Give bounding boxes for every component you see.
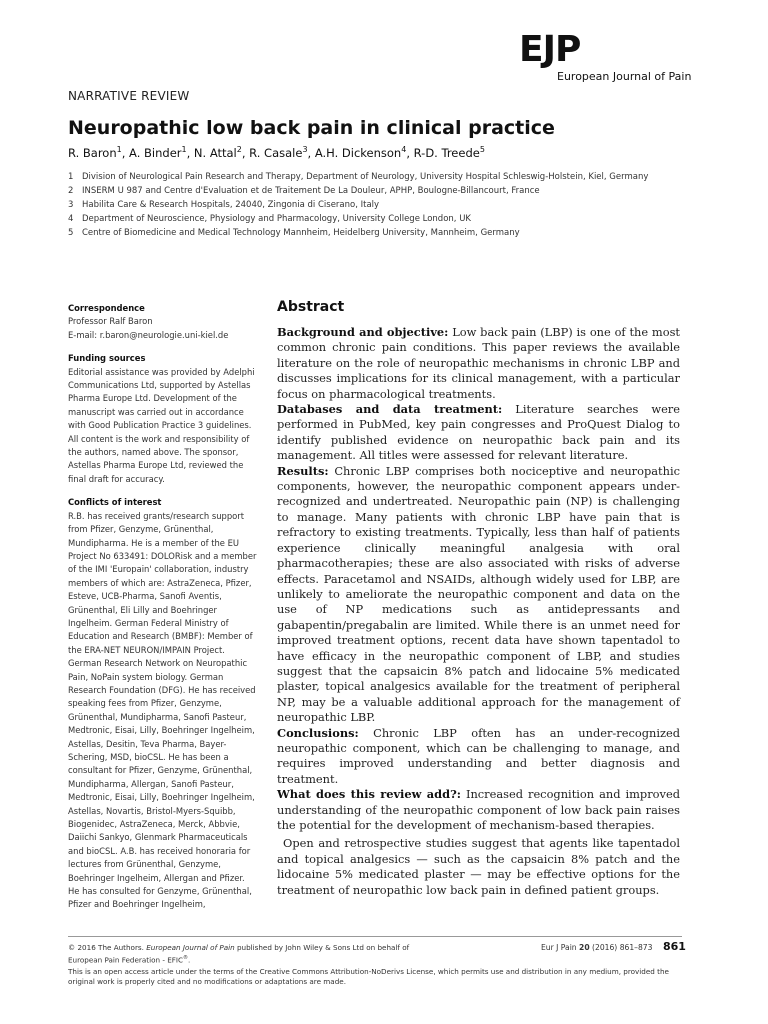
author-separator: , xyxy=(186,146,194,160)
author-affiliation-mark: 4 xyxy=(401,145,407,155)
author-name: N. Attal xyxy=(193,146,237,160)
footer-citation xyxy=(541,943,652,953)
copyright-prefix: © 2016 The Authors. xyxy=(68,943,147,952)
article-title: Neuropathic low back pain in clinical practice xyxy=(68,117,555,139)
author-separator: , xyxy=(406,146,414,160)
author-affiliation-mark: 3 xyxy=(302,145,308,155)
affiliation-text: Division of Neurological Pain Research and Therapy, Department of Neurology, University Hospital Schleswig-Holstein, Kiel, Germany xyxy=(82,172,649,182)
author-affiliation-mark: 5 xyxy=(479,145,485,155)
affiliation-text: Habilita Care & Research Hospitals, 24040, Zingonia di Ciserano, Italy xyxy=(82,200,380,210)
funding-block xyxy=(68,352,258,486)
abstract-section-text: Literature searches were performed in PubMed, key pain congresses and ProQuest Dialog to identify published evidence on neuropathic back pain and its management. All titles were assessed for relevant literature. xyxy=(277,402,680,463)
author-name: R-D. Treede xyxy=(413,146,480,160)
abstract-section-text: Low back pain (LBP) is one of the most common chronic pain conditions. This paper reviews the available literature on the role of neuropathic mechanisms in chronic LBP and discusses implications for its clinical management, with a particular focus on pharmacological treatments. xyxy=(277,325,680,401)
affiliation-number: 5 xyxy=(68,228,74,238)
abstract-section-label: Results: xyxy=(277,463,329,478)
footer-copyright xyxy=(68,943,488,965)
affiliation-text: Department of Neuroscience, Physiology and Pharmacology, University College London, UK xyxy=(82,214,471,224)
abstract-section xyxy=(277,325,680,402)
affiliation-number: 3 xyxy=(68,200,74,210)
abstract-section xyxy=(277,402,680,464)
abstract-section-text: Chronic LBP often has an under-recognized neuropathic component, which can be challenging to manage, and requires improved understanding and better diagnosis and treatment. xyxy=(277,725,680,786)
author-name: R. Baron xyxy=(68,146,117,160)
abstract-section-label: Databases and data treatment: xyxy=(277,402,503,417)
affiliation-list xyxy=(68,170,708,240)
federation-mark: ® xyxy=(183,955,189,961)
page-number: 861 xyxy=(663,940,686,953)
affiliation-number: 2 xyxy=(68,186,74,196)
copyright-period: . xyxy=(188,955,191,965)
footer-divider xyxy=(68,936,682,937)
footer-license: This is an open access article under the terms of the Creative Commons Attribution-NoDerivs License, which permits use and distribution in any medium, provided the original work is properly cited and no modifications or adaptations are made. xyxy=(68,967,669,986)
affiliation-item xyxy=(68,198,708,212)
affiliation-text: INSERM U 987 and Centre d'Evaluation et de Traitement De La Douleur, APHP, Boulogne-Billancourt, France xyxy=(82,186,540,196)
funding-heading: Funding sources xyxy=(68,353,146,364)
author-affiliation-mark: 2 xyxy=(236,145,242,155)
citation-prefix: Eur J Pain xyxy=(541,943,580,952)
abstract-section xyxy=(277,464,680,726)
abstract-heading: Abstract xyxy=(277,299,345,315)
abstract-sections xyxy=(277,325,680,833)
author-separator: , xyxy=(241,146,250,160)
citation-suffix: (2016) 861–873 xyxy=(589,943,653,952)
affiliation-item xyxy=(68,212,708,226)
funding-text: Editorial assistance was provided by Adelphi Communications Ltd, supported by Astellas Pharma Europe Ltd. Development of the manuscript was carried out in accordance with Good Publication Practice 3 guidelines. All content is the work and responsibility of the authors, named above. The sponsor, Astellas Pharma Europe Ltd, reviewed the final draft for accuracy. xyxy=(68,366,255,484)
correspondence-heading: Correspondence xyxy=(68,303,145,313)
journal-logo: EJP xyxy=(519,29,581,70)
abstract-section-text: Chronic LBP comprises both nociceptive and neuropathic components, however, the neuropathic component appears under-recognized and undertreated. Neuropathic pain (NP) is challenging to manage. Many patients with chronic LBP have pain that is refractory to existing treatments. Typically, less than half of patients experience clinically meaningful analgesia with oral pharmacotherapies; these are also associated with risks of adverse effects. Paracetamol and NSAIDs, although widely used for LBP, are unlikely to ameliorate the neuropathic component and data on the use of NP medications such as antidepressants and gabapentin/pregabalin are limited. While there is an unmet need for improved treatment options, recent data have shown tapentadol to have efficacy in the neuropathic component of LBP, and studies suggest that the capsaicin 8% patch and lidocaine 5% medicated plaster, topical analgesics available for the treatment of peripheral NP, may be a valuable additional approach for the management of neuropathic LBP. xyxy=(277,463,680,725)
abstract-section-label: Background and objective: xyxy=(277,325,449,339)
affiliation-item xyxy=(68,184,708,198)
abstract xyxy=(277,298,680,898)
affiliation-number: 1 xyxy=(68,172,74,182)
author-list xyxy=(68,146,485,161)
author-name: R. Casale xyxy=(249,146,303,160)
sidebar xyxy=(68,302,258,922)
affiliation-item xyxy=(68,170,708,184)
conflicts-text: R.B. has received grants/research support from Pfizer, Genzyme, Grünenthal, Mundipharma. He is a member of the EU Project No 633491: DOLORisk and a member of the IMI 'Europain' collaboration, industry members of which are: AstraZeneca, Pfizer, Esteve, UCB-Pharma, Sanofi Aventis, Grünenthal, Eli Lilly and Boehringer Ingelheim. German Federal Ministry of Education and Research (BMBF): Member of the ERA-NET NEURON/IMPAIN Project. German Research Network on Neuropathic Pain, NoPain system biology. German Research Foundation (DFG). He has received speaking fees from Pfizer, Genzyme, Grünenthal, Mundipharma, Sanofi Pasteur, Medtronic, Eisai, Lilly, Boehringer Ingelheim, Astellas, Desitin, Teva Pharma, Bayer-Schering, MSD, bioCSL. He has been a consultant for Pfizer, Genzyme, Grünenthal, Mundipharma, Allergan, Sanofi Pasteur, Medtronic, Eisai, Lilly, Boehringer Ingelheim, Astellas, Novartis, Bristol-Myers-Squibb, Biogenidec, AstraZeneca, Merck, Abbvie, Daiichi Sankyo, Glenmark Pharmaceuticals and bioCSL. A.B. has received honoraria for lectures from Grünenthal, Genzyme, Boehringer Ingelheim, Allergan and Pfizer. He has consulted for Genzyme, Grünenthal, Pfizer and Boehringer Ingelheim, xyxy=(68,510,257,910)
author-name: A. Binder xyxy=(129,146,182,160)
author-separator: , xyxy=(121,146,130,160)
section-label: NARRATIVE REVIEW xyxy=(68,89,190,103)
citation-volume: 20 xyxy=(579,943,590,952)
correspondence-block xyxy=(68,302,258,342)
correspondence-email: E-mail: r.baron@neurologie.uni-kiel.de xyxy=(68,329,229,340)
abstract-section-text: Increased recognition and improved understanding of the neuropathic component of low back pain raises the potential for the development of mechanism-based therapies. xyxy=(277,787,680,832)
conflicts-block xyxy=(68,496,258,912)
copyright-journal: European Journal of Pain xyxy=(146,943,235,952)
copyright-federation: European Pain Federation - EFIC xyxy=(68,955,184,965)
abstract-section xyxy=(277,726,680,788)
copyright-suffix: published by John Wiley & Sons Ltd on behalf of xyxy=(234,943,410,952)
abstract-section-label: Conclusions: xyxy=(277,725,359,740)
author-separator: , xyxy=(307,146,315,160)
affiliation-item xyxy=(68,226,708,240)
correspondence-name: Professor Ralf Baron xyxy=(68,316,153,327)
affiliation-number: 4 xyxy=(68,214,74,224)
affiliation-text: Centre of Biomedicine and Medical Technology Mannheim, Heidelberg University, Mannheim, Germany xyxy=(82,228,520,238)
author-name: A.H. Dickenson xyxy=(314,146,402,160)
abstract-section xyxy=(277,787,680,833)
abstract-closing: Open and retrospective studies suggest that agents like tapentadol and topical analgesics — such as the capsaicin 8% patch and the lidocaine 5% medicated plaster — may be effective options for the treatment of neuropathic low back pain in defined patient groups. xyxy=(277,836,680,897)
author-affiliation-mark: 1 xyxy=(116,145,122,155)
author-affiliation-mark: 1 xyxy=(181,145,187,155)
abstract-section-label: What does this review add?: xyxy=(277,787,461,802)
journal-name: European Journal of Pain xyxy=(557,70,692,83)
conflicts-heading: Conflicts of interest xyxy=(68,497,162,508)
